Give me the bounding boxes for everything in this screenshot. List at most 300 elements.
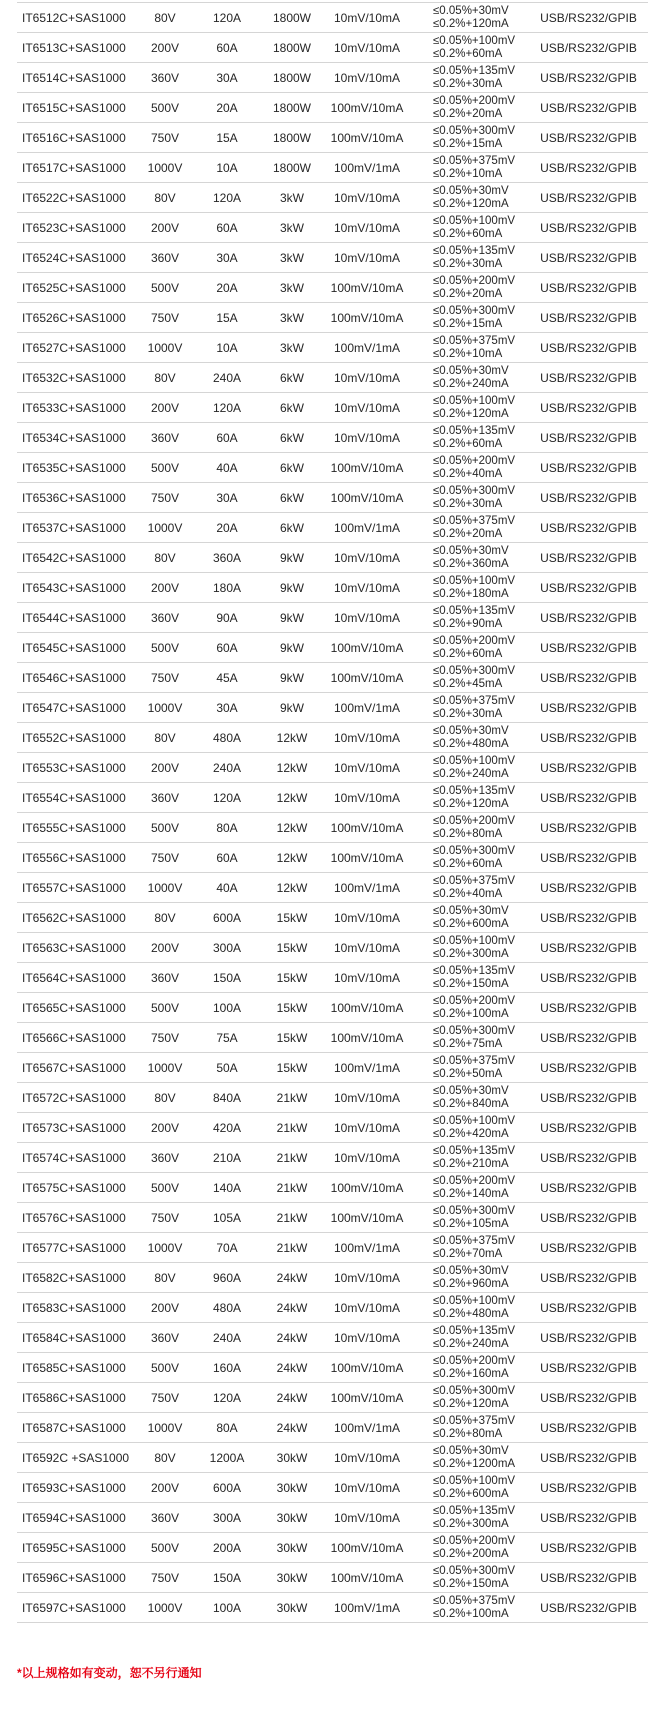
accuracy-cell — [409, 665, 529, 691]
model-cell: IT6513C+SAS1000 — [22, 40, 126, 55]
accuracy-line: ≤0.2%+160mA — [433, 1367, 509, 1380]
table-row — [17, 393, 648, 423]
power-cell: 21kW — [276, 1210, 308, 1225]
current-cell: 300A — [212, 940, 242, 955]
voltage-cell: 750V — [150, 310, 180, 325]
voltage-cell: 1000V — [147, 340, 183, 355]
table-row — [17, 993, 648, 1023]
accuracy-line: ≤0.05%+135mV — [433, 964, 516, 977]
current-cell: 120A — [212, 190, 242, 205]
model-cell: IT6516C+SAS1000 — [22, 130, 126, 145]
current-cell: 480A — [212, 730, 242, 745]
resolution-cell: 10mV/10mA — [333, 580, 401, 595]
accuracy-line: ≤0.2%+30mA — [433, 707, 503, 720]
model-cell: IT6593C+SAS1000 — [22, 1480, 126, 1495]
interface-cell: USB/RS232/GPIB — [540, 670, 637, 685]
table-row — [17, 273, 648, 303]
voltage-cell: 200V — [150, 1300, 180, 1315]
accuracy-line: ≤0.2%+30mA — [433, 77, 503, 90]
table-row — [17, 183, 648, 213]
interface-cell: USB/RS232/GPIB — [540, 280, 637, 295]
current-cell: 240A — [212, 370, 242, 385]
model-cell: IT6574C+SAS1000 — [22, 1150, 126, 1165]
model-cell: IT6542C+SAS1000 — [22, 550, 126, 565]
resolution-cell: 10mV/10mA — [333, 610, 401, 625]
model-cell: IT6592C +SAS1000 — [22, 1450, 130, 1465]
voltage-cell: 200V — [150, 760, 180, 775]
power-cell: 21kW — [276, 1180, 308, 1195]
accuracy-line: ≤0.05%+375mV — [433, 1414, 516, 1427]
accuracy-line: ≤0.05%+375mV — [433, 1234, 516, 1247]
power-cell: 6kW — [280, 370, 304, 385]
voltage-cell: 500V — [150, 1540, 180, 1555]
table-row — [17, 693, 648, 723]
accuracy-line: ≤0.05%+300mV — [433, 1204, 516, 1217]
resolution-cell: 100mV/1mA — [333, 340, 401, 355]
table-row — [17, 153, 648, 183]
voltage-cell: 360V — [150, 610, 180, 625]
current-cell: 160A — [212, 1360, 242, 1375]
interface-cell: USB/RS232/GPIB — [540, 1030, 637, 1045]
power-cell: 3kW — [280, 310, 304, 325]
power-cell: 30kW — [276, 1540, 308, 1555]
model-cell: IT6514C+SAS1000 — [22, 70, 126, 85]
model-cell: IT6564C+SAS1000 — [22, 970, 126, 985]
resolution-cell: 10mV/10mA — [333, 970, 401, 985]
model-cell: IT6522C+SAS1000 — [22, 190, 126, 205]
interface-cell: USB/RS232/GPIB — [540, 250, 637, 265]
model-cell: IT6535C+SAS1000 — [22, 460, 126, 475]
accuracy-cell — [409, 695, 529, 721]
current-cell: 30A — [216, 70, 238, 85]
interface-cell: USB/RS232/GPIB — [540, 1000, 637, 1015]
resolution-cell: 100mV/10mA — [330, 820, 404, 835]
model-cell: IT6557C+SAS1000 — [22, 880, 126, 895]
power-cell: 15kW — [276, 1000, 308, 1015]
accuracy-cell — [409, 995, 529, 1021]
power-cell: 9kW — [280, 580, 304, 595]
accuracy-line: ≤0.2%+10mA — [433, 167, 503, 180]
table-row — [17, 363, 648, 393]
table-row — [17, 483, 648, 513]
resolution-cell: 10mV/10mA — [333, 1480, 401, 1495]
accuracy-line: ≤0.2%+240mA — [433, 1337, 509, 1350]
accuracy-line: ≤0.2%+90mA — [433, 617, 503, 630]
resolution-cell: 10mV/10mA — [333, 790, 401, 805]
interface-cell: USB/RS232/GPIB — [540, 580, 637, 595]
model-cell: IT6553C+SAS1000 — [22, 760, 126, 775]
resolution-cell: 10mV/10mA — [333, 10, 401, 25]
resolution-cell: 100mV/10mA — [330, 280, 404, 295]
accuracy-line: ≤0.05%+375mV — [433, 1054, 516, 1067]
model-cell: IT6552C+SAS1000 — [22, 730, 126, 745]
resolution-cell: 100mV/10mA — [330, 1180, 404, 1195]
power-cell: 3kW — [280, 220, 304, 235]
interface-cell: USB/RS232/GPIB — [540, 70, 637, 85]
accuracy-line: ≤0.2%+50mA — [433, 1067, 503, 1080]
current-cell: 480A — [212, 1300, 242, 1315]
resolution-cell: 10mV/10mA — [333, 1270, 401, 1285]
current-cell: 40A — [216, 460, 238, 475]
resolution-cell: 100mV/10mA — [330, 460, 404, 475]
interface-cell: USB/RS232/GPIB — [540, 880, 637, 895]
accuracy-line: ≤0.05%+200mV — [433, 274, 516, 287]
current-cell: 30A — [216, 700, 238, 715]
table-row — [17, 1443, 648, 1473]
accuracy-line: ≤0.2%+240mA — [433, 377, 509, 390]
accuracy-cell — [409, 1535, 529, 1561]
power-cell: 9kW — [280, 550, 304, 565]
accuracy-line: ≤0.05%+30mV — [433, 904, 509, 917]
table-row — [17, 1023, 648, 1053]
interface-cell: USB/RS232/GPIB — [540, 1120, 637, 1135]
voltage-cell: 360V — [150, 1510, 180, 1525]
table-row — [17, 1173, 648, 1203]
interface-cell: USB/RS232/GPIB — [540, 10, 637, 25]
power-cell: 3kW — [280, 190, 304, 205]
table-row — [17, 753, 648, 783]
current-cell: 90A — [216, 610, 238, 625]
accuracy-line: ≤0.2%+70mA — [433, 1247, 503, 1260]
current-cell: 80A — [216, 1420, 238, 1435]
table-row — [17, 213, 648, 243]
accuracy-line: ≤0.05%+135mV — [433, 784, 516, 797]
accuracy-line: ≤0.05%+100mV — [433, 1474, 516, 1487]
accuracy-cell — [409, 1175, 529, 1201]
voltage-cell: 750V — [150, 490, 180, 505]
accuracy-line: ≤0.05%+30mV — [433, 1084, 509, 1097]
resolution-cell: 100mV/1mA — [333, 160, 401, 175]
current-cell: 10A — [216, 160, 238, 175]
interface-cell: USB/RS232/GPIB — [540, 850, 637, 865]
accuracy-line: ≤0.05%+300mV — [433, 124, 516, 137]
resolution-cell: 10mV/10mA — [333, 1300, 401, 1315]
table-row — [17, 303, 648, 333]
accuracy-cell — [409, 1295, 529, 1321]
voltage-cell: 1000V — [147, 1240, 183, 1255]
accuracy-cell — [409, 485, 529, 511]
accuracy-line: ≤0.05%+30mV — [433, 544, 509, 557]
resolution-cell: 10mV/10mA — [333, 730, 401, 745]
resolution-cell: 10mV/10mA — [333, 1450, 401, 1465]
voltage-cell: 80V — [154, 370, 176, 385]
accuracy-line: ≤0.2%+60mA — [433, 227, 503, 240]
model-cell: IT6527C+SAS1000 — [22, 340, 126, 355]
interface-cell: USB/RS232/GPIB — [540, 490, 637, 505]
power-cell: 30kW — [276, 1510, 308, 1525]
resolution-cell: 100mV/10mA — [330, 670, 404, 685]
interface-cell: USB/RS232/GPIB — [540, 520, 637, 535]
table-row — [17, 3, 648, 33]
accuracy-line: ≤0.2%+120mA — [433, 407, 509, 420]
voltage-cell: 200V — [150, 1480, 180, 1495]
resolution-cell: 10mV/10mA — [333, 760, 401, 775]
resolution-cell: 10mV/10mA — [333, 550, 401, 565]
accuracy-line: ≤0.2%+960mA — [433, 1277, 509, 1290]
accuracy-cell — [409, 1385, 529, 1411]
resolution-cell: 10mV/10mA — [333, 220, 401, 235]
model-cell: IT6525C+SAS1000 — [22, 280, 126, 295]
accuracy-line: ≤0.05%+135mV — [433, 1324, 516, 1337]
power-cell: 1800W — [272, 40, 312, 55]
power-cell: 9kW — [280, 670, 304, 685]
interface-cell: USB/RS232/GPIB — [540, 820, 637, 835]
accuracy-cell — [409, 5, 529, 31]
resolution-cell: 100mV/10mA — [330, 1000, 404, 1015]
model-cell: IT6526C+SAS1000 — [22, 310, 126, 325]
accuracy-cell — [409, 635, 529, 661]
power-cell: 3kW — [280, 340, 304, 355]
table-row — [17, 1413, 648, 1443]
accuracy-line: ≤0.05%+30mV — [433, 724, 509, 737]
table-row — [17, 1323, 648, 1353]
accuracy-cell — [409, 245, 529, 271]
accuracy-line: ≤0.2%+80mA — [433, 1427, 503, 1440]
accuracy-line: ≤0.2%+40mA — [433, 467, 503, 480]
current-cell: 50A — [216, 1060, 238, 1075]
table-row — [17, 933, 648, 963]
accuracy-line: ≤0.05%+300mV — [433, 484, 516, 497]
accuracy-line: ≤0.2%+600mA — [433, 1487, 509, 1500]
resolution-cell: 100mV/10mA — [330, 1570, 404, 1585]
accuracy-line: ≤0.2%+105mA — [433, 1217, 509, 1230]
resolution-cell: 100mV/10mA — [330, 310, 404, 325]
accuracy-line: ≤0.2%+20mA — [433, 287, 503, 300]
accuracy-cell — [409, 875, 529, 901]
accuracy-line: ≤0.2%+60mA — [433, 647, 503, 660]
accuracy-line: ≤0.05%+30mV — [433, 1444, 509, 1457]
interface-cell: USB/RS232/GPIB — [540, 190, 637, 205]
table-row — [17, 663, 648, 693]
resolution-cell: 10mV/10mA — [333, 940, 401, 955]
model-cell: IT6566C+SAS1000 — [22, 1030, 126, 1045]
voltage-cell: 750V — [150, 670, 180, 685]
model-cell: IT6534C+SAS1000 — [22, 430, 126, 445]
accuracy-cell — [409, 515, 529, 541]
resolution-cell: 10mV/10mA — [333, 1120, 401, 1135]
power-cell: 30kW — [276, 1450, 308, 1465]
voltage-cell: 1000V — [147, 1420, 183, 1435]
current-cell: 105A — [212, 1210, 242, 1225]
resolution-cell: 10mV/10mA — [333, 1510, 401, 1525]
accuracy-line: ≤0.2%+360mA — [433, 557, 509, 570]
accuracy-line: ≤0.05%+30mV — [433, 4, 509, 17]
resolution-cell: 100mV/10mA — [330, 130, 404, 145]
accuracy-line: ≤0.05%+100mV — [433, 34, 516, 47]
interface-cell: USB/RS232/GPIB — [540, 550, 637, 565]
accuracy-line: ≤0.05%+100mV — [433, 394, 516, 407]
interface-cell: USB/RS232/GPIB — [540, 1240, 637, 1255]
table-row — [17, 723, 648, 753]
resolution-cell: 100mV/10mA — [330, 1390, 404, 1405]
accuracy-line: ≤0.05%+200mV — [433, 454, 516, 467]
model-cell: IT6543C+SAS1000 — [22, 580, 126, 595]
interface-cell: USB/RS232/GPIB — [540, 970, 637, 985]
table-row — [17, 423, 648, 453]
accuracy-line: ≤0.2%+10mA — [433, 347, 503, 360]
accuracy-line: ≤0.05%+375mV — [433, 874, 516, 887]
table-row — [17, 1563, 648, 1593]
accuracy-line: ≤0.05%+300mV — [433, 304, 516, 317]
accuracy-cell — [409, 1565, 529, 1591]
accuracy-cell — [409, 1445, 529, 1471]
model-cell: IT6512C+SAS1000 — [22, 10, 126, 25]
accuracy-line: ≤0.05%+135mV — [433, 1504, 516, 1517]
power-cell: 12kW — [276, 850, 308, 865]
accuracy-line: ≤0.05%+135mV — [433, 1144, 516, 1157]
current-cell: 150A — [212, 970, 242, 985]
accuracy-line: ≤0.05%+100mV — [433, 934, 516, 947]
current-cell: 75A — [216, 1030, 238, 1045]
accuracy-line: ≤0.05%+375mV — [433, 154, 516, 167]
model-cell: IT6586C+SAS1000 — [22, 1390, 126, 1405]
accuracy-line: ≤0.2%+150mA — [433, 977, 509, 990]
accuracy-line: ≤0.2%+200mA — [433, 1547, 509, 1560]
interface-cell: USB/RS232/GPIB — [540, 940, 637, 955]
table-row — [17, 963, 648, 993]
model-cell: IT6596C+SAS1000 — [22, 1570, 126, 1585]
current-cell: 300A — [212, 1510, 242, 1525]
interface-cell: USB/RS232/GPIB — [540, 640, 637, 655]
power-cell: 3kW — [280, 280, 304, 295]
voltage-cell: 500V — [150, 640, 180, 655]
interface-cell: USB/RS232/GPIB — [540, 1390, 637, 1405]
voltage-cell: 80V — [154, 1090, 176, 1105]
accuracy-cell — [409, 395, 529, 421]
power-cell: 24kW — [276, 1360, 308, 1375]
current-cell: 960A — [212, 1270, 242, 1285]
voltage-cell: 200V — [150, 580, 180, 595]
accuracy-line: ≤0.05%+300mV — [433, 664, 516, 677]
accuracy-line: ≤0.2%+30mA — [433, 257, 503, 270]
accuracy-line: ≤0.05%+100mV — [433, 754, 516, 767]
model-cell: IT6536C+SAS1000 — [22, 490, 126, 505]
current-cell: 240A — [212, 760, 242, 775]
voltage-cell: 750V — [150, 1210, 180, 1225]
power-cell: 24kW — [276, 1300, 308, 1315]
interface-cell: USB/RS232/GPIB — [540, 310, 637, 325]
voltage-cell: 360V — [150, 1150, 180, 1165]
table-row — [17, 573, 648, 603]
current-cell: 20A — [216, 520, 238, 535]
power-cell: 12kW — [276, 820, 308, 835]
accuracy-line: ≤0.2%+20mA — [433, 107, 503, 120]
interface-cell: USB/RS232/GPIB — [540, 1060, 637, 1075]
model-cell: IT6567C+SAS1000 — [22, 1060, 126, 1075]
voltage-cell: 1000V — [147, 1060, 183, 1075]
accuracy-cell — [409, 1475, 529, 1501]
resolution-cell: 10mV/10mA — [333, 190, 401, 205]
current-cell: 120A — [212, 790, 242, 805]
voltage-cell: 360V — [150, 790, 180, 805]
power-cell: 12kW — [276, 760, 308, 775]
model-cell: IT6573C+SAS1000 — [22, 1120, 126, 1135]
model-cell: IT6563C+SAS1000 — [22, 940, 126, 955]
model-cell: IT6554C+SAS1000 — [22, 790, 126, 805]
table-row — [17, 1203, 648, 1233]
resolution-cell: 100mV/1mA — [333, 1420, 401, 1435]
model-cell: IT6546C+SAS1000 — [22, 670, 126, 685]
model-cell: IT6565C+SAS1000 — [22, 1000, 126, 1015]
voltage-cell: 1000V — [147, 880, 183, 895]
accuracy-line: ≤0.05%+135mV — [433, 244, 516, 257]
resolution-cell: 100mV/1mA — [333, 1060, 401, 1075]
accuracy-line: ≤0.2%+120mA — [433, 797, 509, 810]
accuracy-line: ≤0.2%+140mA — [433, 1187, 509, 1200]
accuracy-cell — [409, 305, 529, 331]
accuracy-line: ≤0.05%+200mV — [433, 814, 516, 827]
resolution-cell: 10mV/10mA — [333, 910, 401, 925]
accuracy-line: ≤0.2%+75mA — [433, 1037, 503, 1050]
accuracy-line: ≤0.2%+40mA — [433, 887, 503, 900]
accuracy-cell — [409, 425, 529, 451]
accuracy-cell — [409, 1205, 529, 1231]
resolution-cell: 100mV/10mA — [330, 1540, 404, 1555]
accuracy-line: ≤0.2%+15mA — [433, 317, 503, 330]
power-cell: 1800W — [272, 70, 312, 85]
table-row — [17, 603, 648, 633]
model-cell: IT6556C+SAS1000 — [22, 850, 126, 865]
accuracy-cell — [409, 1235, 529, 1261]
table-row — [17, 843, 648, 873]
model-cell: IT6595C+SAS1000 — [22, 1540, 126, 1555]
power-cell: 15kW — [276, 910, 308, 925]
accuracy-cell — [409, 1505, 529, 1531]
table-row — [17, 1263, 648, 1293]
accuracy-cell — [409, 365, 529, 391]
resolution-cell: 100mV/10mA — [330, 850, 404, 865]
power-cell: 21kW — [276, 1150, 308, 1165]
table-row — [17, 1083, 648, 1113]
voltage-cell: 80V — [154, 730, 176, 745]
power-cell: 6kW — [280, 430, 304, 445]
model-cell: IT6523C+SAS1000 — [22, 220, 126, 235]
model-cell: IT6517C+SAS1000 — [22, 160, 126, 175]
model-cell: IT6582C+SAS1000 — [22, 1270, 126, 1285]
accuracy-cell — [409, 1595, 529, 1621]
table-row — [17, 1503, 648, 1533]
accuracy-cell — [409, 575, 529, 601]
interface-cell: USB/RS232/GPIB — [540, 790, 637, 805]
model-cell: IT6547C+SAS1000 — [22, 700, 126, 715]
interface-cell: USB/RS232/GPIB — [540, 130, 637, 145]
interface-cell: USB/RS232/GPIB — [540, 460, 637, 475]
model-cell: IT6537C+SAS1000 — [22, 520, 126, 535]
accuracy-cell — [409, 725, 529, 751]
voltage-cell: 80V — [154, 1450, 176, 1465]
table-row — [17, 543, 648, 573]
voltage-cell: 1000V — [147, 520, 183, 535]
table-row — [17, 123, 648, 153]
accuracy-line: ≤0.2%+420mA — [433, 1127, 509, 1140]
table-row — [17, 333, 648, 363]
current-cell: 30A — [216, 250, 238, 265]
voltage-cell: 500V — [150, 820, 180, 835]
voltage-cell: 200V — [150, 400, 180, 415]
power-cell: 12kW — [276, 790, 308, 805]
resolution-cell: 100mV/10mA — [330, 1360, 404, 1375]
accuracy-line: ≤0.05%+100mV — [433, 1294, 516, 1307]
accuracy-line: ≤0.2%+240mA — [433, 767, 509, 780]
interface-cell: USB/RS232/GPIB — [540, 1300, 637, 1315]
voltage-cell: 500V — [150, 1360, 180, 1375]
interface-cell: USB/RS232/GPIB — [540, 220, 637, 235]
power-cell: 6kW — [280, 460, 304, 475]
power-cell: 30kW — [276, 1600, 308, 1615]
power-cell: 1800W — [272, 100, 312, 115]
model-cell: IT6515C+SAS1000 — [22, 100, 126, 115]
accuracy-line: ≤0.2%+300mA — [433, 1517, 509, 1530]
